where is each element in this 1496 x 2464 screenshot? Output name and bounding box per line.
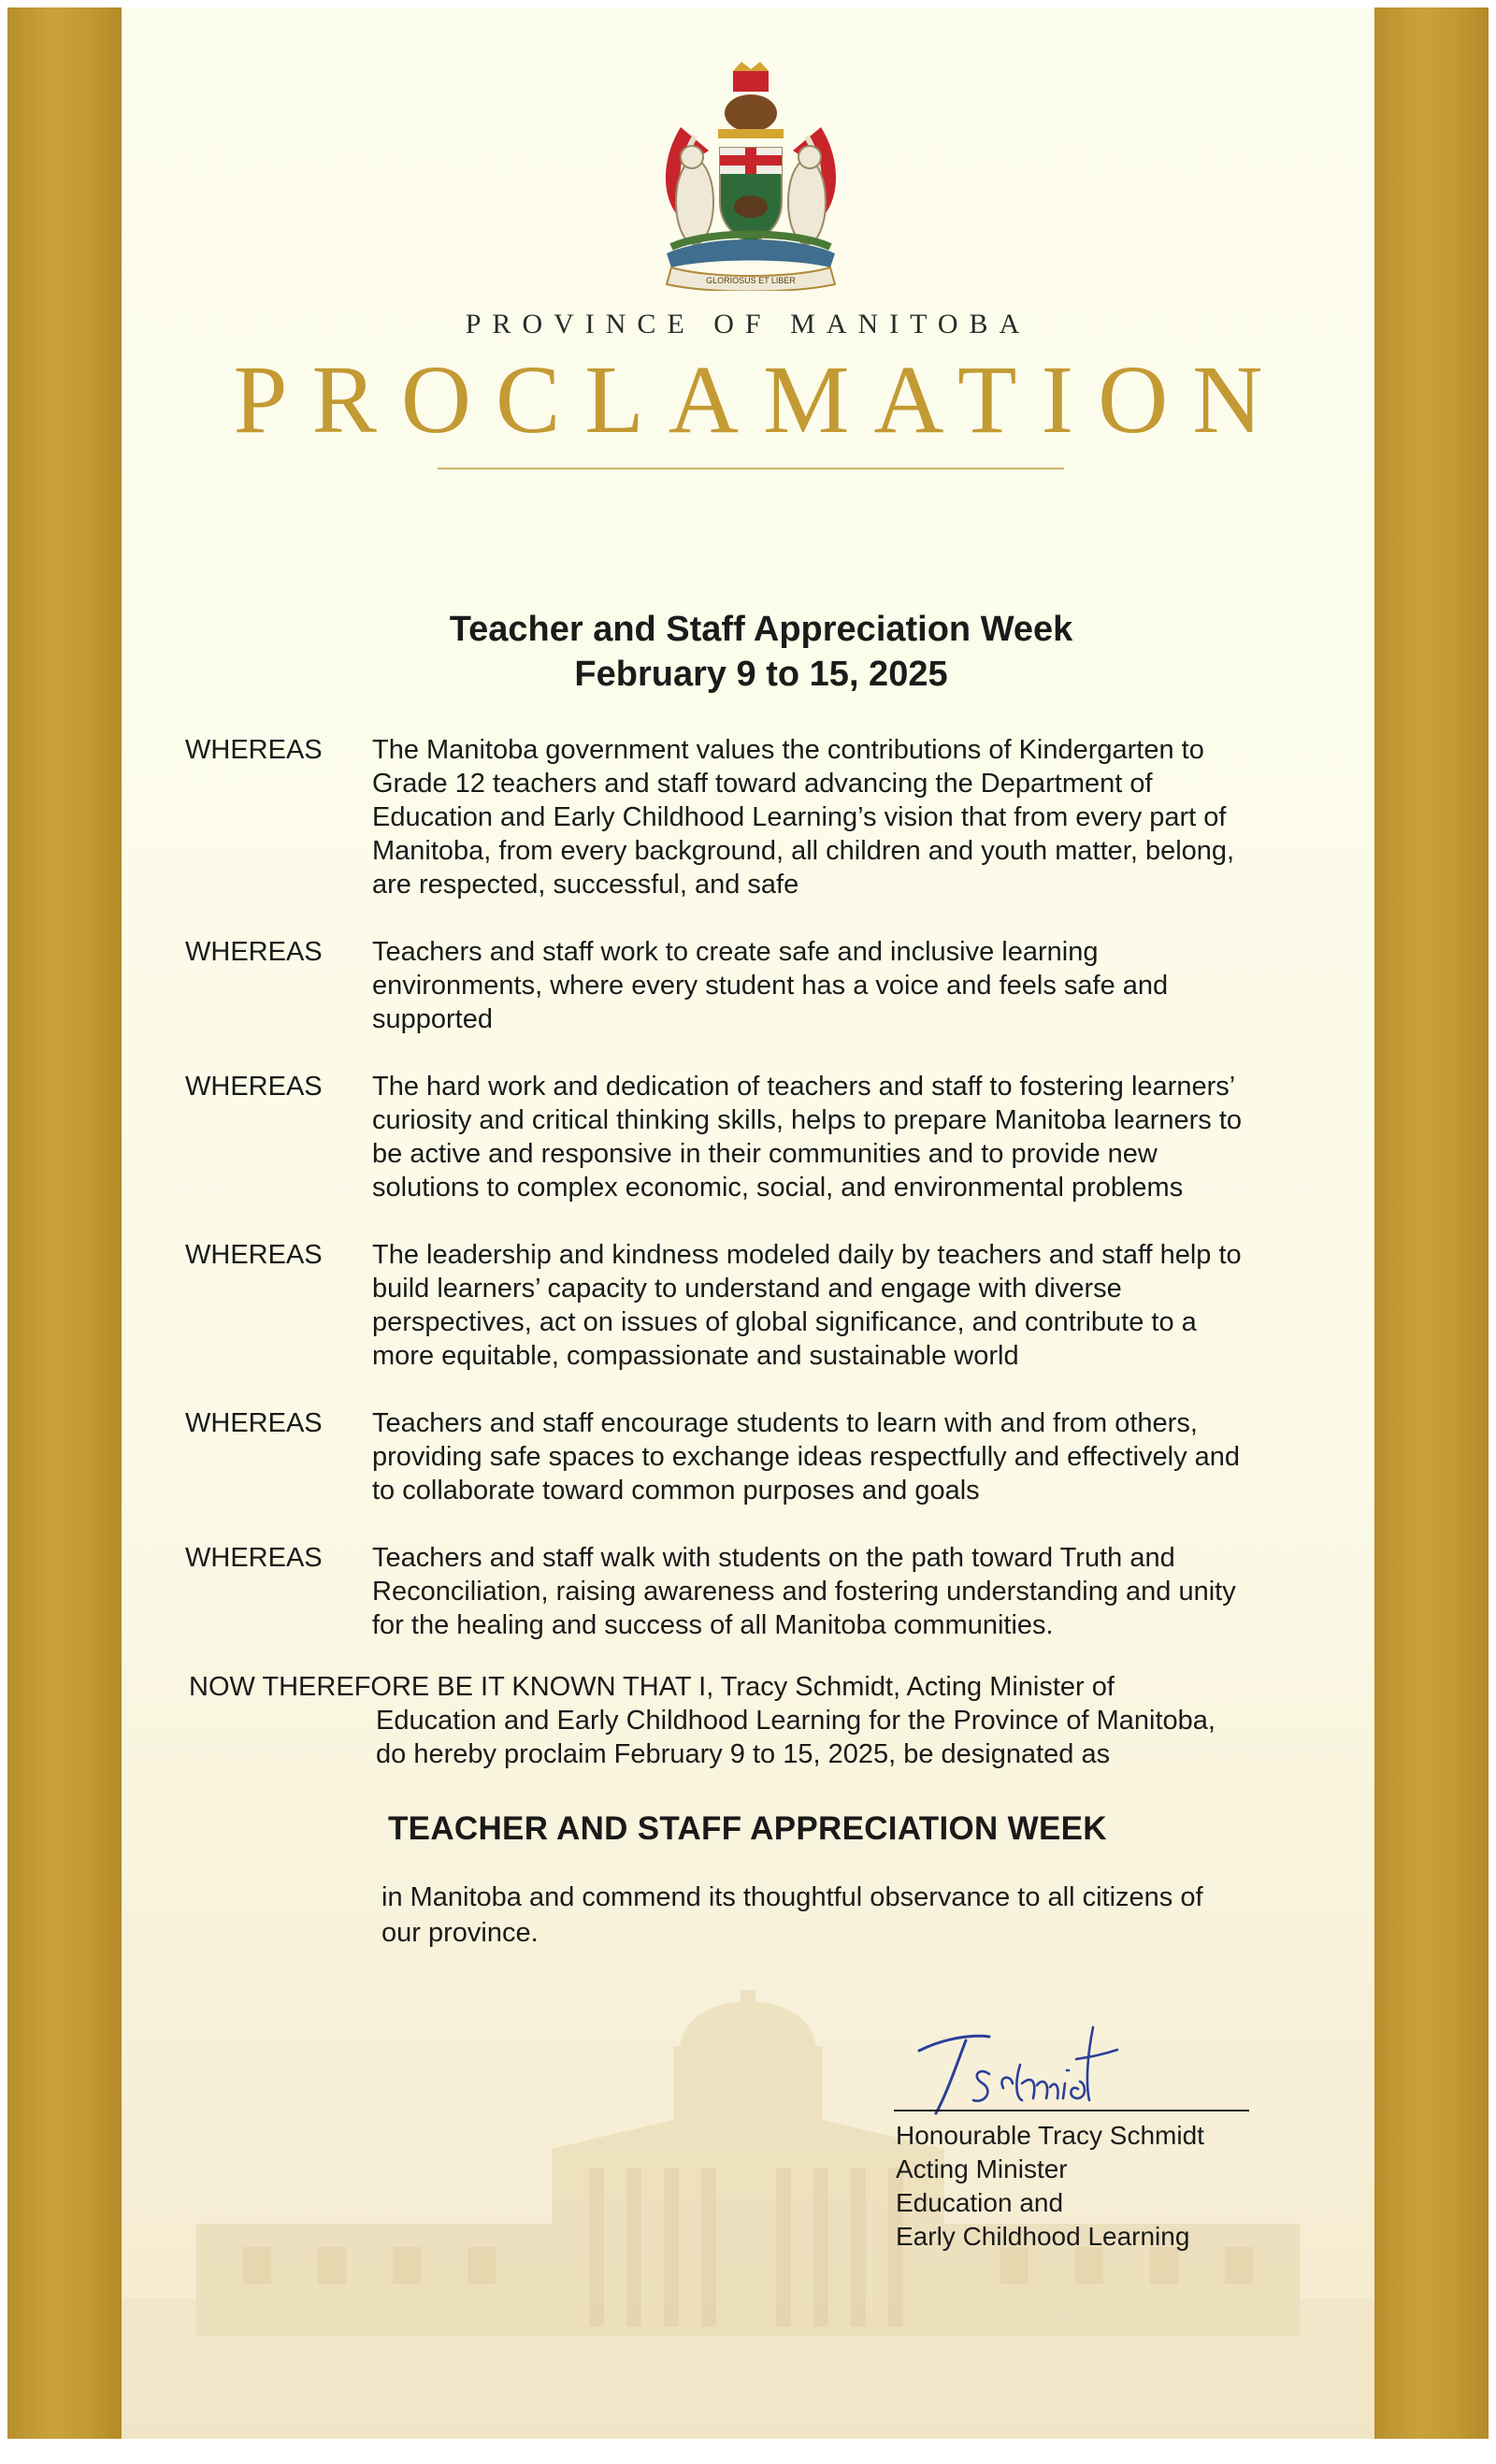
clause-text: The Manitoba government values the contributions of Kindergarten to Grade 12 teachers and staff toward advancing the Department of Education and Early Childhood Learning’s vision that from every part of Manitoba, from every background, all children and youth matter, belong, are respected, successful, and safe (372, 735, 1235, 900)
signatory-name: Honourable Tracy Schmidt (896, 2121, 1204, 2150)
designation-headline: TEACHER AND STAFF APPRECIATION WEEK (388, 1810, 1107, 1847)
signatory-title: Acting Minister (896, 2154, 1068, 2183)
manitoba-coat-of-arms-icon (653, 62, 849, 291)
whereas-label: WHEREAS (185, 735, 323, 765)
now-therefore-clause: NOW THEREFORE BE IT KNOWN THAT I, Tracy Schmidt, Acting Minister of Education and Early Childhood Learning for the Province of Manitoba, do hereby proclaim February 9 to 15, 2025, be designated as (189, 1672, 1216, 1769)
proclamation-title: Teacher and Staff Appreciation Week (449, 610, 1073, 649)
clause-text: Teachers and staff walk with students on the path toward Truth and Reconciliation, raising awareness and fostering understanding and unity for the healing and success of all Manitoba communities. (372, 1543, 1236, 1640)
proclamation-dates: February 9 to 15, 2025 (574, 655, 948, 694)
proclamation-heading: PROCLAMATION (233, 346, 1287, 454)
whereas-label: WHEREAS (185, 937, 323, 967)
signatory-department: Education and (896, 2188, 1064, 2217)
province-name: PROVINCE OF MANITOBA (465, 309, 1031, 339)
closing-statement: in Manitoba and commend its thoughtful observance to all citizens of our province. (381, 1882, 1203, 1948)
clause-text: Teachers and staff encourage students to learn with and from others, providing safe spaces to exchange ideas respectfully and effectively and to collaborate toward common purposes and goals (372, 1408, 1241, 1506)
signatory-department: Early Childhood Learning (896, 2222, 1190, 2251)
minister-signature (900, 2009, 1181, 2121)
clause-text: The hard work and dedication of teachers and staff to fostering learners’ curiosity and critical thinking skills, helps to prepare Manitoba learners to be active and responsive in their communities and to provide new solutions to complex economic, social, and environmental problems (372, 1072, 1243, 1203)
whereas-label: WHEREAS (185, 1072, 323, 1102)
signature-line (894, 2110, 1249, 2111)
signatory-block (896, 2119, 1204, 2254)
heading-divider (438, 468, 1064, 469)
svg-text:GLORIOSUS ET LIBER: GLORIOSUS ET LIBER (706, 276, 796, 285)
proclamation-document (7, 7, 1489, 2439)
whereas-label: WHEREAS (185, 1240, 323, 1270)
whereas-label: WHEREAS (185, 1408, 323, 1438)
clause-text: Teachers and staff work to create safe and inclusive learning environments, where every student has a voice and feels safe and supported (372, 937, 1169, 1034)
clause-text: The leadership and kindness modeled daily by teachers and staff help to build learners’ capacity to understand and engage with diverse perspectives, act on issues of global significance, and contribute to a more equitable, compassionate and sustainable world (372, 1240, 1242, 1371)
whereas-label: WHEREAS (185, 1543, 323, 1573)
